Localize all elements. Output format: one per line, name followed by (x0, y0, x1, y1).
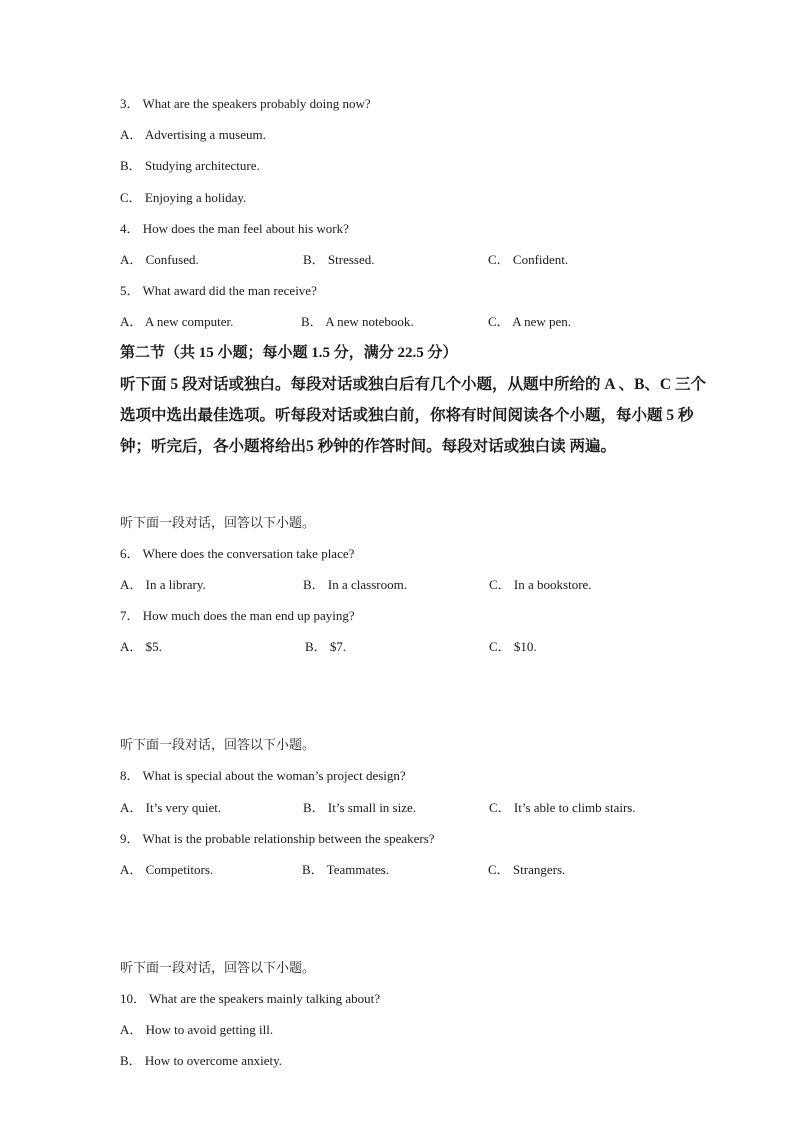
question-7: 7． How much does the man end up paying? (120, 608, 355, 623)
q5-option-c: C． A new pen. (488, 314, 572, 329)
q10-option-b: B． How to overcome anxiety. (120, 1053, 282, 1068)
q6-option-b: B． In a classroom. (303, 577, 407, 592)
q4-option-a: A． Confused. (120, 252, 199, 267)
q3-option-c: C． Enjoying a holiday. (120, 190, 247, 205)
question-3: 3． What are the speakers probably doing now? (120, 96, 371, 111)
dialogue-prompt-1: 听下面一段对话，回答以下小题。 (120, 515, 316, 530)
q5-option-a: A． A new computer. (120, 314, 234, 329)
q7-option-a: A． $5. (120, 639, 162, 654)
question-5: 5． What award did the man receive? (120, 283, 317, 298)
q3-option-a: A． Advertising a museum. (120, 127, 266, 142)
question-6: 6． Where does the conversation take place? (120, 546, 355, 561)
question-10: 10． What are the speakers mainly talking about? (120, 991, 381, 1006)
q8-option-b: B． It’s small in size. (303, 800, 417, 815)
q5-option-b: B． A new notebook. (301, 314, 414, 329)
section-2-title: 第二节（共 15 小题；每小题 1.5 分，满分 22.5 分） (120, 345, 458, 361)
q7-option-c: C． $10. (489, 639, 537, 654)
question-4: 4． How does the man feel about his work? (120, 221, 349, 236)
dialogue-prompt-2: 听下面一段对话，回答以下小题。 (120, 737, 316, 752)
q4-option-c: C． Confident. (488, 252, 569, 267)
q6-option-c: C． In a bookstore. (489, 577, 592, 592)
q4-option-b: B． Stressed. (303, 252, 375, 267)
q7-option-b: B． $7. (305, 639, 347, 654)
section-2-instructions: 听下面 5 段对话或独白。每段对话或独白后有几个小题，从题中所给的 A 、B、C 三个选项中选出最佳选项。听每段对话或独白前，你将有时间阅读各个小题，每小题 5 秒钟；听完后，各小题将给出5 秒钟的作答时间。每段对话或独白读 两遍。 (120, 376, 706, 455)
q8-option-c: C． It’s able to climb stairs. (489, 800, 636, 815)
q9-option-a: A． Competitors. (120, 862, 214, 877)
q9-option-b: B． Teammates. (302, 862, 389, 877)
q9-option-c: C． Strangers. (488, 862, 566, 877)
q8-option-a: A． It’s very quiet. (120, 800, 222, 815)
q6-option-a: A． In a library. (120, 577, 206, 592)
question-9: 9． What is the probable relationship between the speakers? (120, 831, 435, 846)
dialogue-prompt-3: 听下面一段对话，回答以下小题。 (120, 960, 316, 975)
q3-option-b: B． Studying architecture. (120, 158, 260, 173)
q10-option-a: A． How to avoid getting ill. (120, 1022, 274, 1037)
question-8: 8． What is special about the woman’s project design? (120, 768, 406, 783)
